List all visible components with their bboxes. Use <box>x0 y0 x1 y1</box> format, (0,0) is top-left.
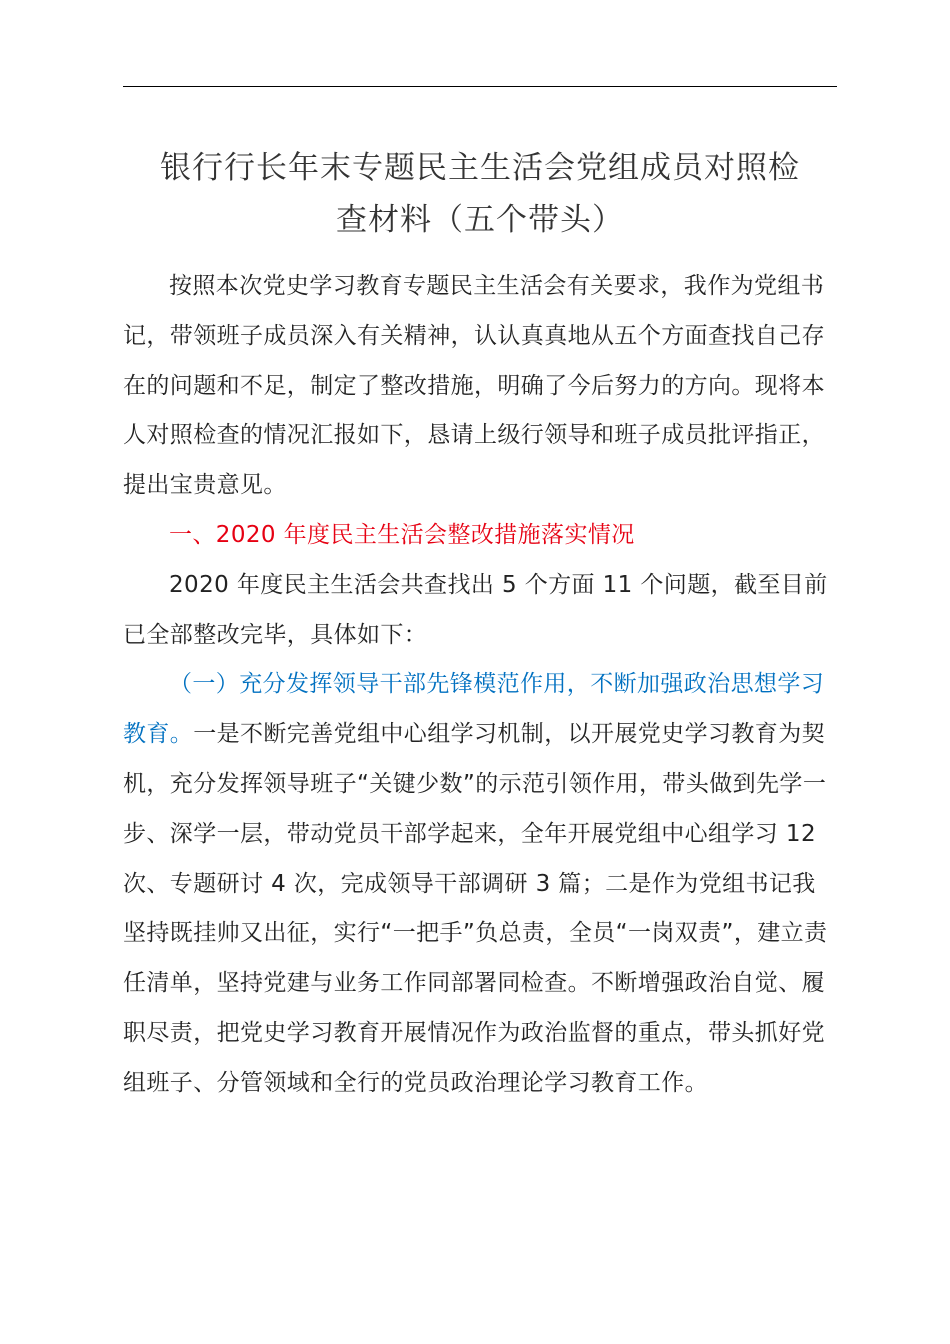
section-intro-paragraph: 2020 年度民主生活会共查找出 5 个方面 11 个问题，截至目前已全部整改完毕，具体如下： <box>123 571 828 648</box>
subsection-body: 一是不断完善党组中心组学习机制，以开展党史学习教育为契机，充分发挥领导班子“关键少数”的示范引领作用，带头做到先学一步、深学一层，带动党员干部学起来，全年开展党组中心组学习 12 次、专题研讨 4 次，完成领导干部调研 3 篇；二是作为党组书记我坚持既挂帅又出征，实行“一把手”负总责，全员“一岗双责”，建立责任清单，坚持党建与业务工作同部署同检查。不断增强政治自觉、履职尽责，把党史学习教育开展情况作为政治监督的重点，带头抓好党组班子、分管领域和全行的党员政治理论学习教育工作。 <box>123 721 828 1096</box>
title-line-1: 银行行长年末专题民主生活会党组成员对照检 <box>160 150 800 186</box>
document-body <box>123 262 837 1109</box>
title-line-2: 查材料（五个带头） <box>336 202 624 238</box>
section-heading: 一、2020 年度民主生活会整改措施落实情况 <box>169 521 635 548</box>
subsection-paragraph <box>123 660 837 1108</box>
subsection-heading: （一）充分发挥领导干部先锋模范作用，不断加强政治思想学习教育。 <box>123 671 825 748</box>
document-title <box>123 142 837 246</box>
intro-paragraph: 按照本次党史学习教育专题民主生活会有关要求，我作为党组书记，带领班子成员深入有关精神，认认真真地从五个方面查找自己存在的问题和不足，制定了整改措施，明确了今后努力的方向。现将本人对照检查的情况汇报如下，恳请上级行领导和班子成员批评指正，提出宝贵意见。 <box>123 273 825 499</box>
header-rule <box>123 86 837 87</box>
